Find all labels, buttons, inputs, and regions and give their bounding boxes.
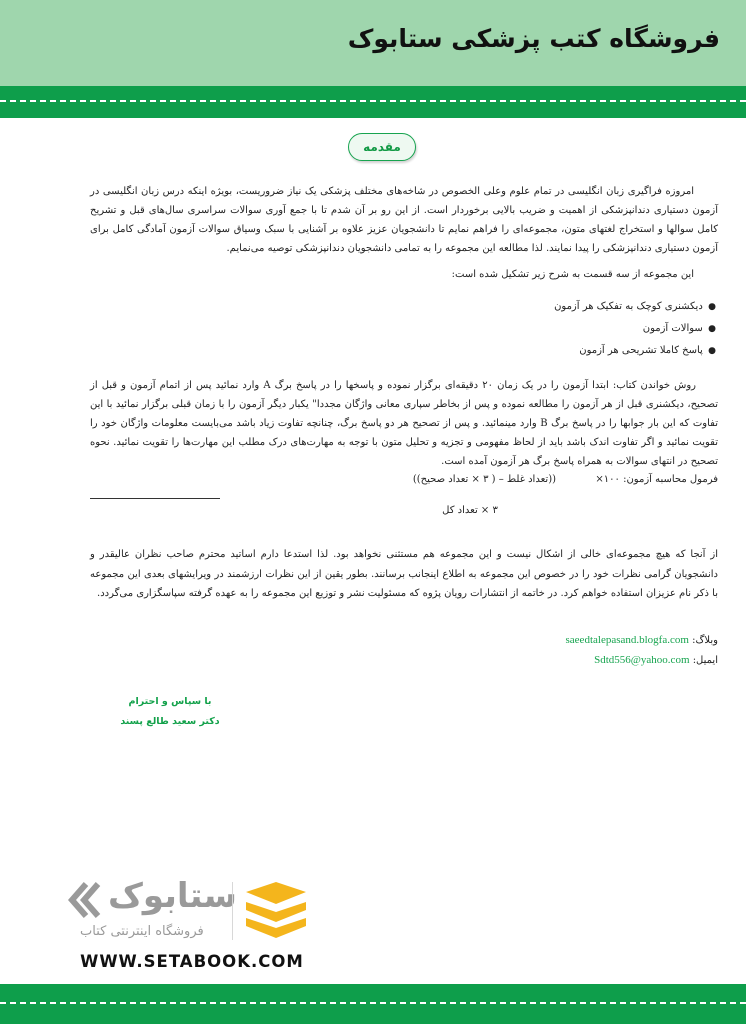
intro-paragraph: امروزه فراگیری زبان انگلیسی در تمام علوم وعلی الخصوص در شاخه‌های مختلف پزشکی یک نیاز ضروریست، بویژه اینکه درس زبان انگلیسی در آزمون دستیاری دندانپزشکی از اهمیت و ضریب بالایی برخوردار است. از این رو بر آن شدم تا با جمع آوری سوالات سراسری سال‌های قبل و تشریح کامل سوالها و استخراج لغتهای متون، مجموعه‌ای را فراهم نمایم تا دانشجویان عزیز علاوه بر آشنایی با سبک وسیاق سوالات آزمون آمادگی کامل برای آزمون دستیاری دندانپزشکی را پیدا نمایند. لذا مطالعه این مجموعه را به تمامی دانشجویان دندانپزشکی توصیه می‌نمایم. (90, 186, 719, 254)
list-item: ● دیکشنری کوچک به تفکیک هر آزمون (554, 301, 716, 312)
header-band (0, 86, 746, 118)
store-url[interactable]: WWW.SETABOOK.COM (80, 952, 304, 971)
email-link[interactable]: Sdtd556@yahoo.com (594, 654, 690, 666)
email-line (460, 654, 718, 666)
method-paragraph: روش خواندن کتاب: ابتدا آزمون را در یک زمان ۲۰ دقیقه‌ای برگزار نموده و پاسخها را در پاسخ برگ A وارد نمائید پس از اتمام آزمون و قبل از تصحیح، دیکشنری قبل از هر آزمون را مطالعه نموده و پس از بخاطر سپاری معانی واژگان مجددا" یکبار دیگر آزمون را با زمان قبلی برگزار نمائید با این تفاوت که این بار جوابها را در پاسخ برگ B وارد مینمائید. و پس از تصحیح هر دو پاسخ برگ، چنانچه تفاوت زیاد باشد می‌بایست معلومات واژگان خود را تقویت نمائید و اگر تفاوت اندک باشد باید از لحاظ مفهومی و تجزیه و تحلیل متون با توجه به مهارت‌های درک مطلب این مهارت‌ها را تقویت نمائید. نحوه تصحیح در انتهای سوالات به همراه پاسخ برگ هر آزمون آمده است. (90, 380, 718, 467)
weblog-link[interactable]: saeedtalepasand.blogfa.com (565, 634, 689, 646)
fraction-bar (90, 498, 220, 499)
formula-label: فرمول محاسبه آزمون: ۱۰۰× (595, 474, 718, 485)
weblog-label: وبلاگ: (692, 635, 718, 646)
contents-list (90, 296, 718, 362)
document-body (90, 182, 718, 492)
email-label: ایمیل: (692, 655, 718, 666)
page-footer (0, 984, 746, 1024)
formula-numerator: ((تعداد غلط – ( ۳ × تعداد صحیح)) (412, 474, 556, 485)
page-header (0, 0, 746, 86)
signoff-author: دکتر سعید طالع پسند (120, 716, 220, 727)
structure-lead: این مجموعه از سه قسمت به شرح زیر تشکیل شده است: (451, 269, 694, 280)
band-dashed-line (0, 100, 746, 102)
formula (90, 470, 718, 492)
signoff-greeting: با سپاس و احترام (128, 696, 212, 707)
book-emblem-icon (240, 880, 312, 940)
section-heading: مقدمه (363, 140, 401, 154)
list-item: ● پاسخ کاملا تشریحی هر آزمون (579, 345, 716, 356)
weblog-line (460, 634, 718, 646)
double-chevron-icon (66, 880, 102, 920)
logo-divider (232, 882, 233, 940)
header-title: فروشگاه کتب پزشکی ستابوک (347, 24, 720, 53)
footer-dashed-line (0, 1002, 746, 1004)
section-heading-badge (348, 133, 416, 161)
logo-subtitle: فروشگاه اینترنتی کتاب (80, 924, 204, 939)
closing-paragraph: از آنجا که هیچ مجموعه‌ای خالی از اشکال نیست و این مجموعه هم مستثنی نخواهد بود. لذا استدعا دارم اساتید محترم صاحب نظران عالیقدر و دانشجویان گرامی نظرات خود را در خصوص این مجموعه به اطلاع اینجانب برسانند. بطور یقین از این نظرات ارزشمند در ویرایشهای بعدی این مجموعه با ذکر نام عزیزان استفاده خواهم کرد. در خاتمه از انتشارات رویان پژوه که مسئولیت نشر و توزیع این مجموعه را به عهده گرفته سپاسگزاری می‌گردد. (90, 549, 718, 599)
logo-brand-text: ستابوک (108, 876, 237, 916)
list-item: ● سوالات آزمون (642, 323, 716, 334)
formula-denominator: ۳ × تعداد کل (442, 505, 498, 516)
